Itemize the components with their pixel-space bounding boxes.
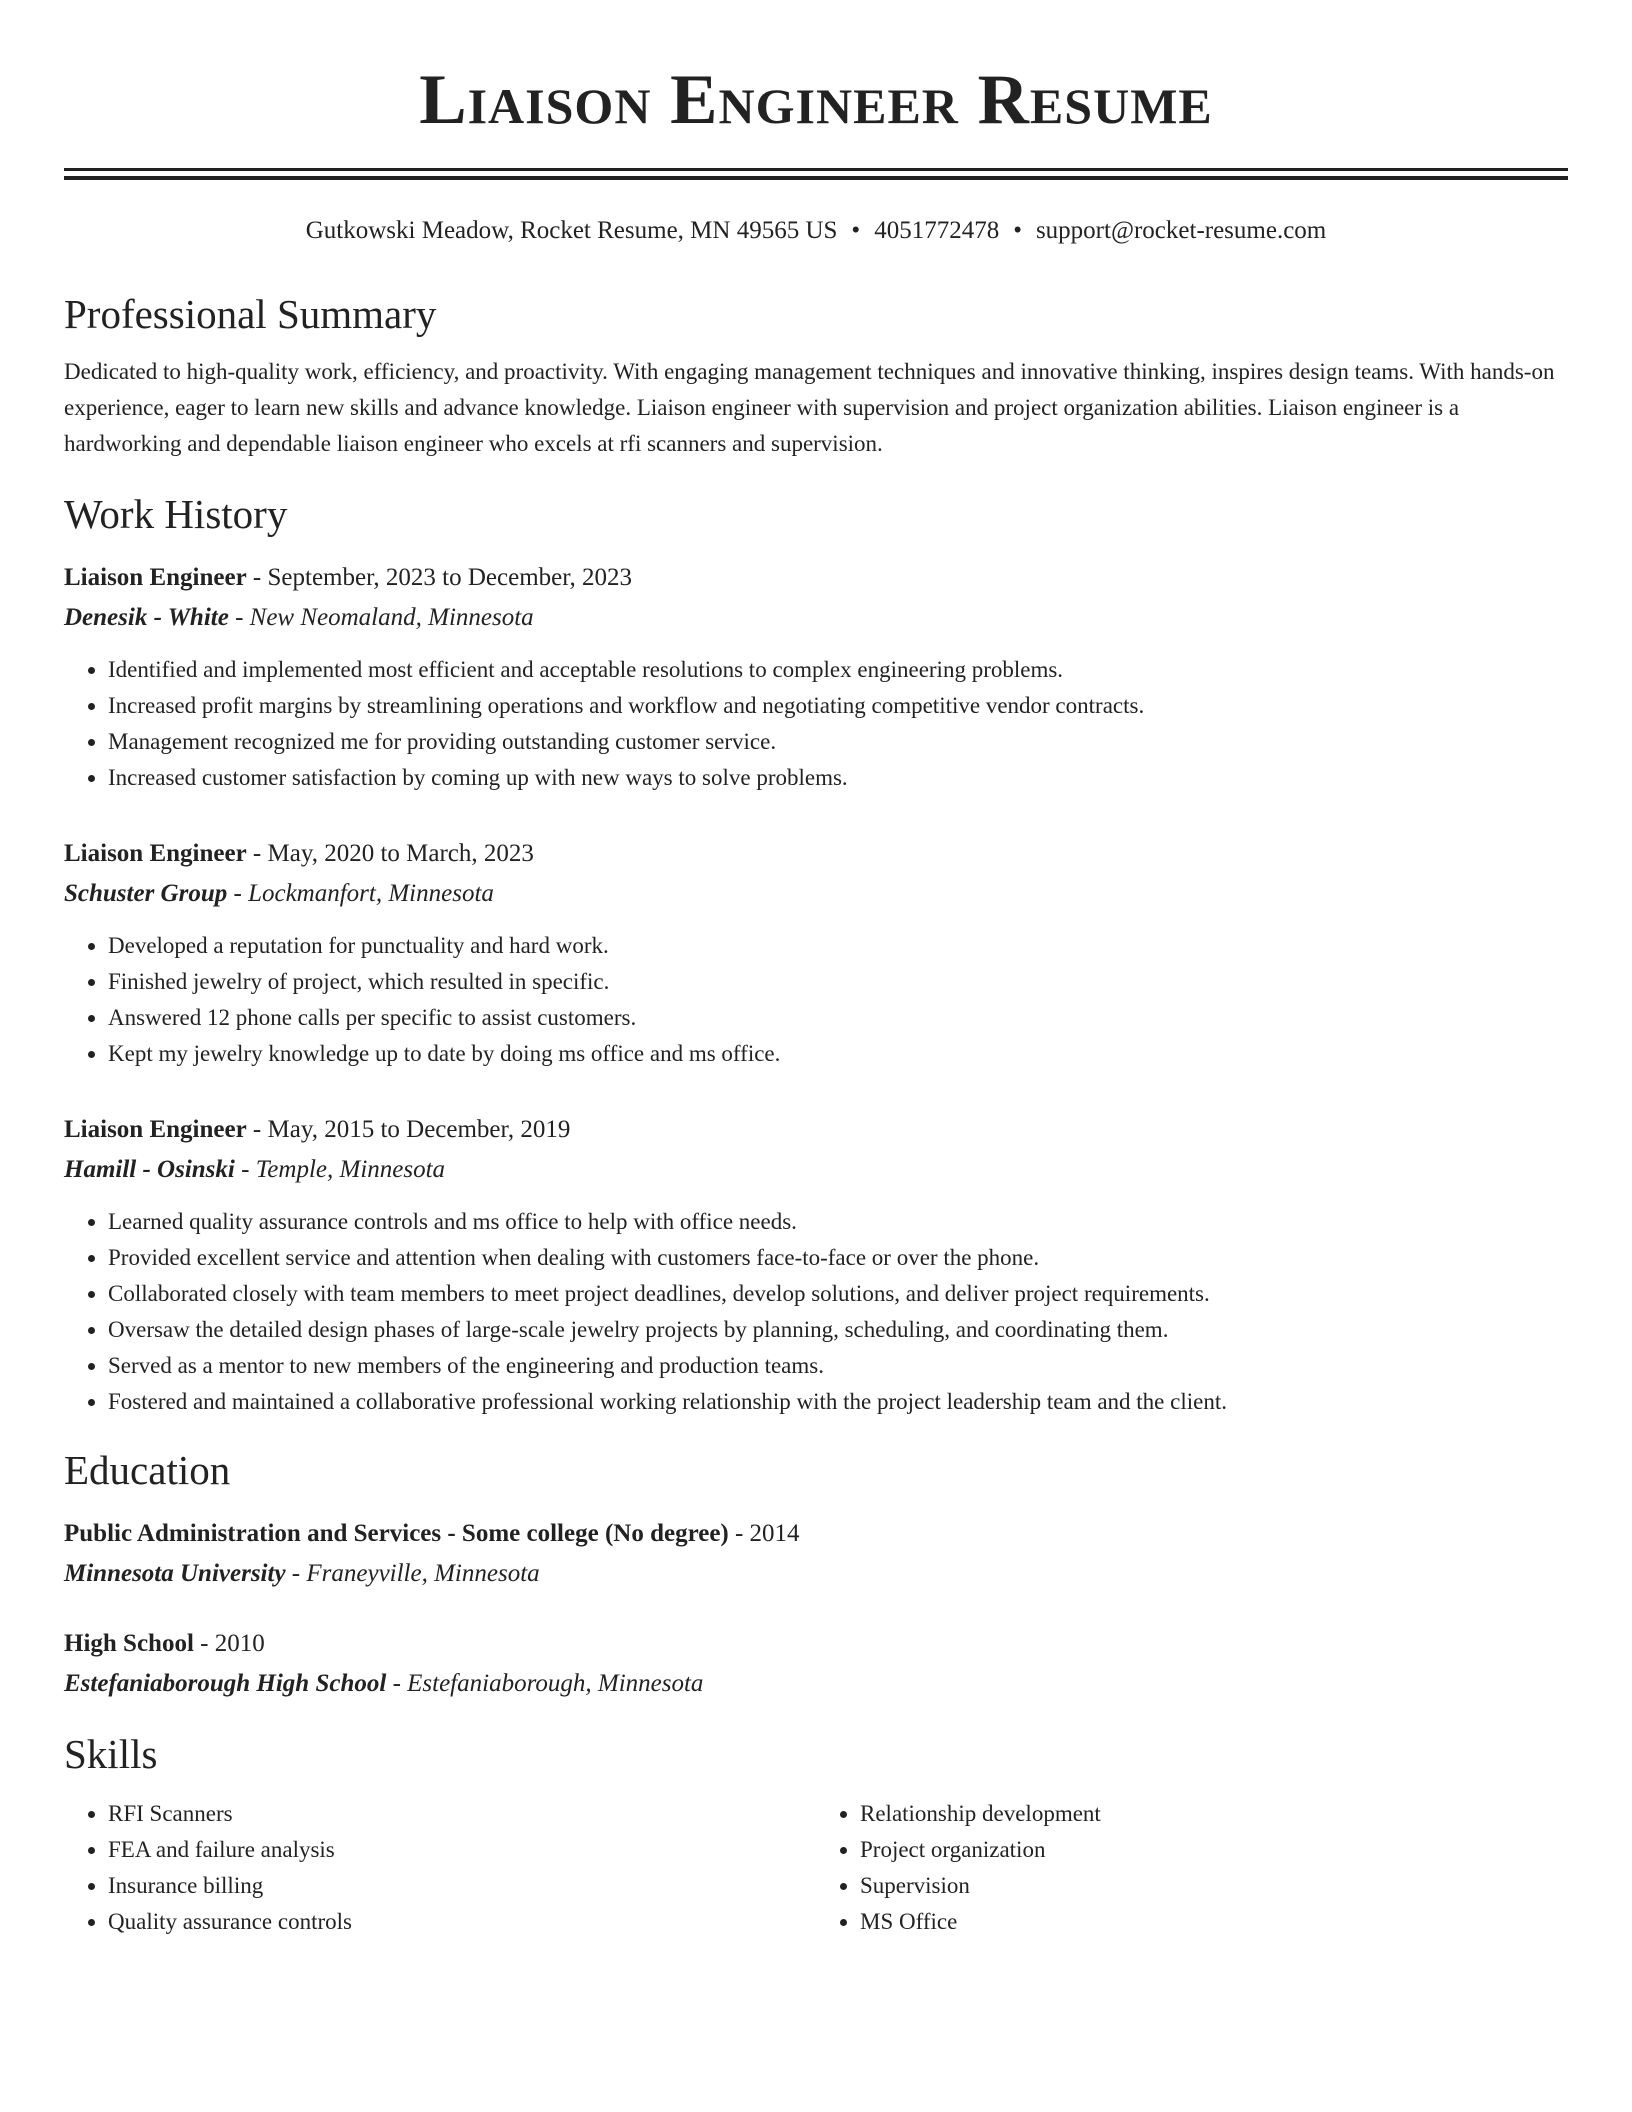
job-bullet: • Served as a mentor to new members of the engineering and production teams. (108, 1348, 1568, 1384)
education-year: - 2014 (728, 1520, 800, 1547)
job-bullet: • Management recognized me for providing outstanding customer service. (108, 724, 1568, 760)
job-bullet: • Collaborated closely with team members to meet project deadlines, develop solutions, and deliver project requirements. (108, 1276, 1568, 1312)
job-bullet: • Provided excellent service and attention when dealing with customers face-to-face or over the phone. (108, 1240, 1568, 1276)
job-title-line (64, 836, 1568, 872)
job-dates: - May, 2015 to December, 2019 (246, 1116, 571, 1143)
job-bullet: • Finished jewelry of project, which resulted in specific. (108, 964, 1568, 1000)
education-year: - 2010 (193, 1630, 265, 1657)
job-title: Liaison Engineer (64, 1116, 247, 1143)
job-bullet: • Kept my jewelry knowledge up to date by doing ms office and ms office. (108, 1036, 1568, 1072)
job-bullet: • Oversaw the detailed design phases of large-scale jewelry projects by planning, scheduling, and coordinating them. (108, 1312, 1568, 1348)
job-location: - New Neomaland, Minnesota (228, 604, 534, 631)
job-company: Schuster Group (64, 880, 228, 907)
contact-address: Gutkowski Meadow, Rocket Resume, MN 49565 US (305, 217, 838, 244)
skill-item: • MS Office (860, 1904, 1568, 1940)
contact-email: support@rocket-resume.com (1035, 217, 1327, 244)
job-bullet: • Answered 12 phone calls per specific to assist customers. (108, 1000, 1568, 1036)
skill-item: • Supervision (860, 1868, 1568, 1904)
contact-separator: • (1013, 217, 1022, 244)
education-degree-line (64, 1626, 1568, 1662)
job-title: Liaison Engineer (64, 840, 247, 867)
job-bullet: • Identified and implemented most efficient and acceptable resolutions to complex engineering problems. (108, 652, 1568, 688)
skill-item: • Insurance billing (108, 1868, 816, 1904)
title-double-rule (64, 168, 1568, 180)
skills-list (64, 1796, 1568, 1940)
job-bullet: • Increased customer satisfaction by coming up with new ways to solve problems. (108, 760, 1568, 796)
skill-item: • FEA and failure analysis (108, 1832, 816, 1868)
job-title-line (64, 560, 1568, 596)
education-school-line (64, 1666, 1568, 1702)
contact-phone: 4051772478 (874, 217, 1000, 244)
education-school: Estefaniaborough High School (64, 1670, 387, 1697)
resume-title: Liaison Engineer Resume (419, 61, 1213, 139)
job-bullets (64, 1204, 1568, 1420)
summary-heading: Professional Summary (64, 291, 437, 337)
job-entry (64, 1112, 1568, 1420)
education-school-line (64, 1556, 1568, 1592)
job-bullet: • Learned quality assurance controls and ms office to help with office needs. (108, 1204, 1568, 1240)
contact-line (64, 216, 1568, 246)
education-degree-line (64, 1516, 1568, 1552)
job-title: Liaison Engineer (64, 564, 247, 591)
skills-column-right (816, 1796, 1568, 1940)
job-company: Hamill - Osinski (64, 1156, 235, 1183)
contact-separator: • (851, 217, 861, 244)
skills-column-left (64, 1796, 816, 1940)
education-degree: Public Administration and Services - Some college (No degree) (64, 1520, 729, 1547)
summary-text: Dedicated to high-quality work, efficiency, and proactivity. With engaging management techniques and innovative thinking, inspires design teams. With hands-on experience, eager to learn new skills and advance knowledge. Liaison engineer with supervision and project organization abilities. Liaison engineer is a hardworking and dependable liaison engineer who excels at rfi scanners and supervision. (64, 359, 1555, 456)
skill-item: • Project organization (860, 1832, 1568, 1868)
job-location: - Temple, Minnesota (234, 1156, 446, 1183)
job-location: - Lockmanfort, Minnesota (227, 880, 494, 907)
education-location: - Franeyville, Minnesota (285, 1560, 540, 1587)
education-heading: Education (64, 1447, 231, 1493)
education-location: - Estefaniaborough, Minnesota (386, 1670, 704, 1697)
skills-heading: Skills (64, 1731, 158, 1777)
education-entry (64, 1626, 1568, 1702)
job-bullets (64, 652, 1568, 796)
job-entry (64, 836, 1568, 1072)
education-entry (64, 1516, 1568, 1592)
job-bullet: • Fostered and maintained a collaborative professional working relationship with the project leadership team and the client. (108, 1384, 1568, 1420)
work-history-heading: Work History (64, 491, 288, 537)
education-degree: High School (64, 1630, 194, 1657)
job-dates: - May, 2020 to March, 2023 (246, 840, 534, 867)
job-dates: - September, 2023 to December, 2023 (246, 564, 633, 591)
job-entry (64, 560, 1568, 796)
job-company-line (64, 600, 1568, 636)
skill-item: • Quality assurance controls (108, 1904, 816, 1940)
education-school: Minnesota University (64, 1560, 286, 1587)
job-bullets (64, 928, 1568, 1072)
job-title-line (64, 1112, 1568, 1148)
skill-item: • RFI Scanners (108, 1796, 816, 1832)
job-company-line (64, 876, 1568, 912)
job-company-line (64, 1152, 1568, 1188)
job-bullet: • Increased profit margins by streamlining operations and workflow and negotiating competitive vendor contracts. (108, 688, 1568, 724)
job-company: Denesik - White (64, 604, 229, 631)
skill-item: • Relationship development (860, 1796, 1568, 1832)
job-bullet: • Developed a reputation for punctuality and hard work. (108, 928, 1568, 964)
